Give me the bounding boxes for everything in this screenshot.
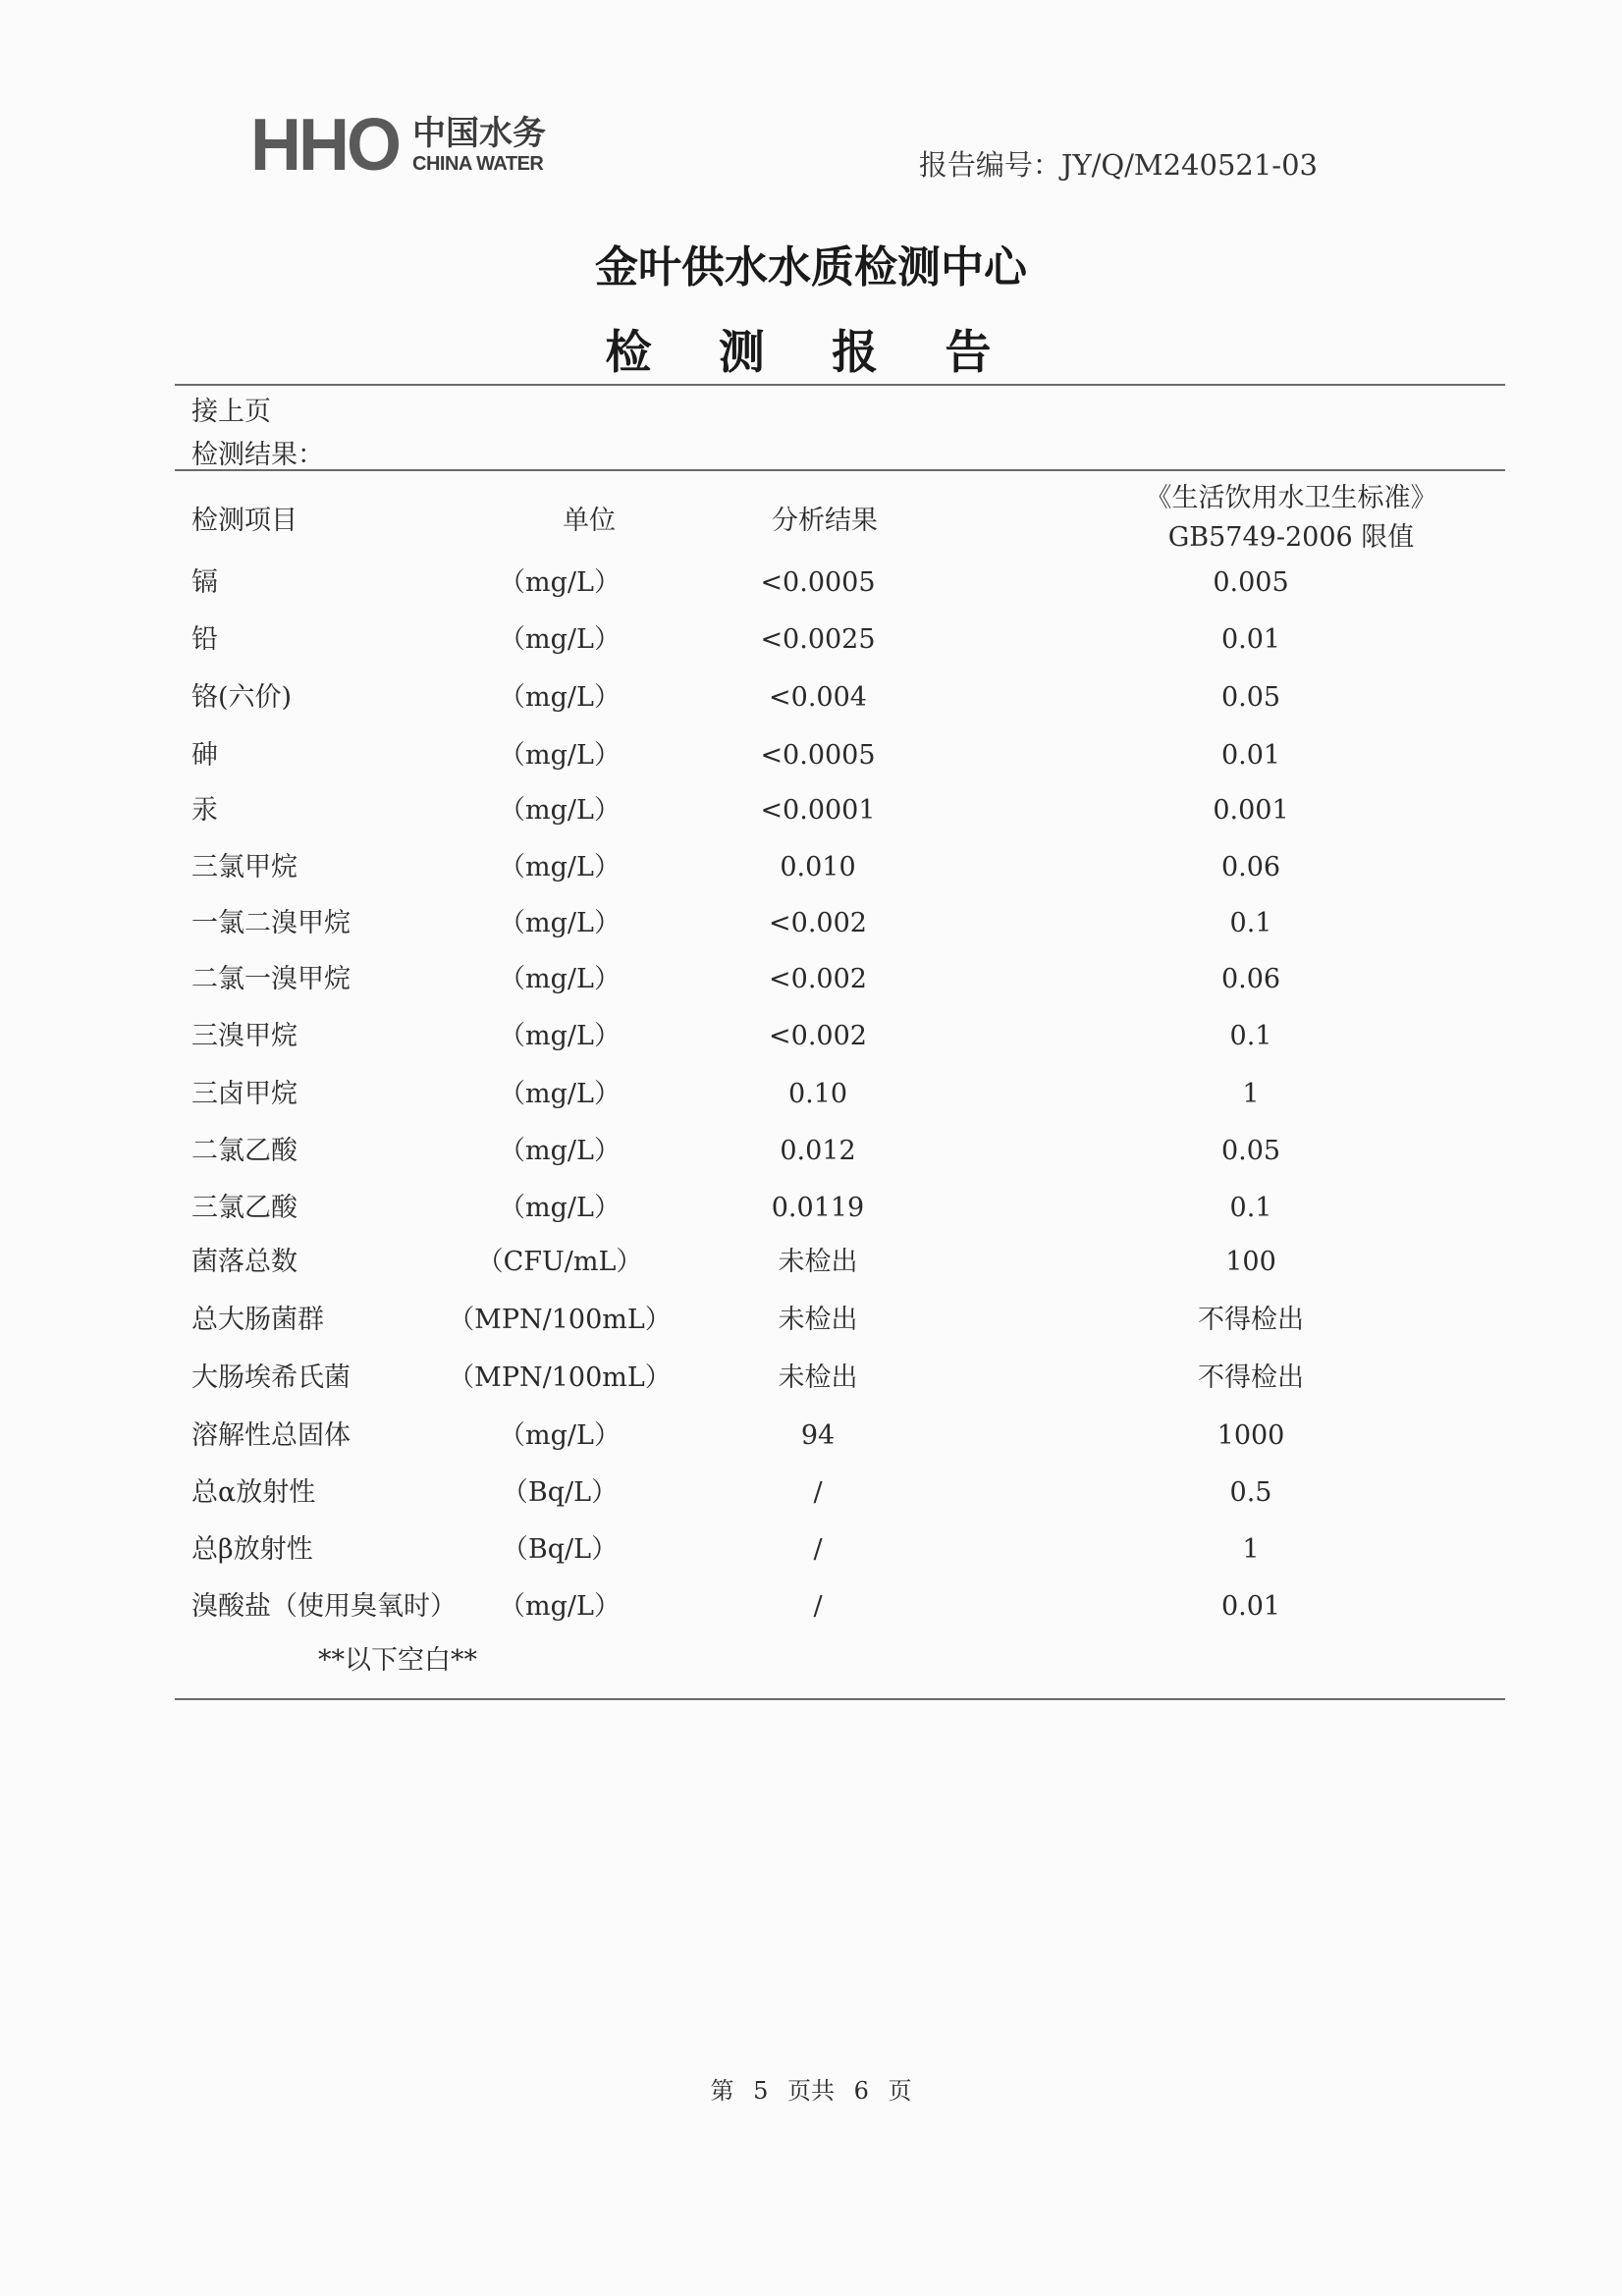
row-item: 铬(六价): [191, 682, 293, 713]
row-result: 未检出: [778, 1247, 858, 1277]
table-row: [0, 563, 1622, 603]
table-row: [0, 736, 1622, 775]
row-unit: （mg/L）: [499, 908, 621, 938]
row-unit: （mg/L）: [499, 1136, 621, 1166]
row-unit: （mg/L）: [499, 1420, 621, 1451]
table-row: [0, 1530, 1622, 1570]
row-result: 0.010: [780, 852, 856, 882]
row-limit: 1: [1242, 1534, 1260, 1565]
row-limit: 0.05: [1220, 1136, 1281, 1166]
row-item: 镉: [191, 567, 218, 598]
row-limit: 0.1: [1229, 908, 1272, 938]
row-item: 三氯甲烷: [191, 852, 297, 882]
row-limit: 0.1: [1229, 1193, 1272, 1223]
row-limit: 0.05: [1220, 682, 1281, 713]
table-row: [0, 1075, 1622, 1114]
row-unit: （mg/L）: [499, 740, 621, 771]
header-item: 检测项目: [191, 506, 297, 536]
row-unit: （CFU/mL）: [476, 1247, 643, 1277]
row-item: 总大肠菌群: [191, 1305, 324, 1335]
row-result: <0.0025: [760, 624, 876, 655]
row-unit: （mg/L）: [499, 795, 621, 826]
row-unit: （mg/L）: [499, 567, 621, 598]
row-limit: 不得检出: [1198, 1362, 1304, 1393]
table-row: [0, 1416, 1622, 1456]
row-item: 三卤甲烷: [191, 1079, 297, 1109]
row-limit: 不得检出: [1198, 1305, 1304, 1335]
row-limit: 0.001: [1213, 795, 1289, 826]
row-limit: 0.005: [1213, 567, 1289, 598]
row-result: /: [813, 1591, 823, 1622]
row-unit: （Bq/L）: [501, 1534, 619, 1565]
row-limit: 0.01: [1220, 740, 1281, 771]
table-row: [0, 848, 1622, 887]
row-result: 未检出: [778, 1305, 858, 1335]
row-result: 0.0119: [771, 1193, 865, 1223]
row-result: /: [813, 1477, 823, 1508]
row-limit: 0.06: [1220, 964, 1281, 994]
page-number: 第 5 页共 6 页: [710, 2077, 912, 2105]
row-limit: 0.01: [1220, 1591, 1281, 1622]
row-unit: （mg/L）: [499, 964, 621, 994]
table-row: [0, 1587, 1622, 1627]
row-unit: （Bq/L）: [501, 1477, 619, 1508]
row-result: <0.0005: [760, 740, 876, 771]
table-row: [0, 1132, 1622, 1171]
row-item: 汞: [191, 795, 218, 826]
row-result: 0.012: [780, 1136, 856, 1166]
table-row: [0, 1473, 1622, 1513]
logo-english-name: CHINA WATER: [412, 153, 544, 175]
continuation-block: [191, 391, 324, 477]
row-item: 一氯二溴甲烷: [191, 908, 351, 938]
table-row: [0, 1189, 1622, 1228]
table-row: [0, 1301, 1622, 1340]
row-item: 总β放射性: [191, 1534, 313, 1565]
row-unit: （MPN/100mL）: [448, 1362, 672, 1393]
document-title: 检 测 报 告: [605, 326, 1017, 380]
top-divider: [175, 384, 1505, 386]
table-row: [0, 1017, 1622, 1056]
header-limit-line1: 《生活饮用水卫生标准》: [1145, 483, 1437, 513]
row-result: <0.002: [769, 1021, 867, 1051]
row-limit: 0.1: [1229, 1021, 1272, 1051]
row-result: 未检出: [778, 1362, 858, 1393]
row-unit: （mg/L）: [499, 624, 621, 655]
row-limit: 1000: [1216, 1420, 1285, 1451]
row-item: 铅: [191, 624, 218, 655]
header-limit: [1060, 479, 1522, 558]
row-item: 菌落总数: [191, 1247, 297, 1277]
table-row: [0, 620, 1622, 660]
row-unit: （mg/L）: [499, 1591, 621, 1622]
row-limit: 1: [1242, 1079, 1260, 1109]
continued-label: 接上页: [191, 397, 271, 427]
table-row: [0, 960, 1622, 999]
row-result: <0.002: [769, 908, 867, 938]
row-item: 总α放射性: [191, 1477, 316, 1508]
row-unit: （mg/L）: [499, 1193, 621, 1223]
organization-name: 金叶供水水质检测中心: [595, 242, 1027, 293]
row-result: <0.004: [769, 682, 867, 713]
row-result: <0.0005: [760, 567, 876, 598]
row-item: 二氯一溴甲烷: [191, 964, 351, 994]
row-item: 大肠埃希氏菌: [191, 1362, 351, 1393]
header-divider: [175, 469, 1505, 471]
row-unit: （mg/L）: [499, 852, 621, 882]
blank-below-note: **以下空白**: [318, 1645, 477, 1676]
table-row: [0, 904, 1622, 943]
row-limit: 0.01: [1220, 624, 1281, 655]
row-item: 二氯乙酸: [191, 1136, 297, 1166]
row-result: <0.0001: [760, 795, 876, 826]
row-limit: 0.5: [1229, 1477, 1272, 1508]
results-label: 检测结果：: [191, 440, 324, 470]
row-item: 砷: [191, 740, 218, 771]
row-result: 94: [800, 1420, 836, 1451]
row-result: 0.10: [787, 1079, 848, 1109]
header-result: 分析结果: [772, 506, 878, 536]
header-unit: 单位: [563, 506, 616, 536]
table-row: [0, 1359, 1622, 1398]
row-item: 三溴甲烷: [191, 1021, 297, 1051]
logo-mark: HHO: [250, 104, 399, 187]
table-header: [0, 479, 1622, 554]
row-item: 三氯乙酸: [191, 1193, 297, 1223]
table-row: [0, 1243, 1622, 1282]
row-limit: 0.06: [1220, 852, 1281, 882]
table-row: [0, 678, 1622, 718]
bottom-divider: [175, 1698, 1505, 1700]
row-unit: （mg/L）: [499, 1079, 621, 1109]
row-result: <0.002: [769, 964, 867, 994]
table-row: [0, 791, 1622, 830]
row-item: 溴酸盐（使用臭氧时）: [191, 1591, 457, 1622]
logo-chinese-name: 中国水务: [412, 114, 546, 153]
logo-text: [412, 114, 546, 175]
china-water-logo: [250, 106, 546, 185]
row-unit: （mg/L）: [499, 682, 621, 713]
header-limit-line2: GB5749-2006 限值: [1167, 522, 1415, 553]
report-number: 报告编号：JY/Q/M240521-03: [918, 148, 1318, 182]
row-item: 溶解性总固体: [191, 1420, 351, 1451]
row-limit: 100: [1225, 1247, 1276, 1277]
row-unit: （mg/L）: [499, 1021, 621, 1051]
row-result: /: [813, 1534, 823, 1565]
row-unit: （MPN/100mL）: [448, 1305, 672, 1335]
